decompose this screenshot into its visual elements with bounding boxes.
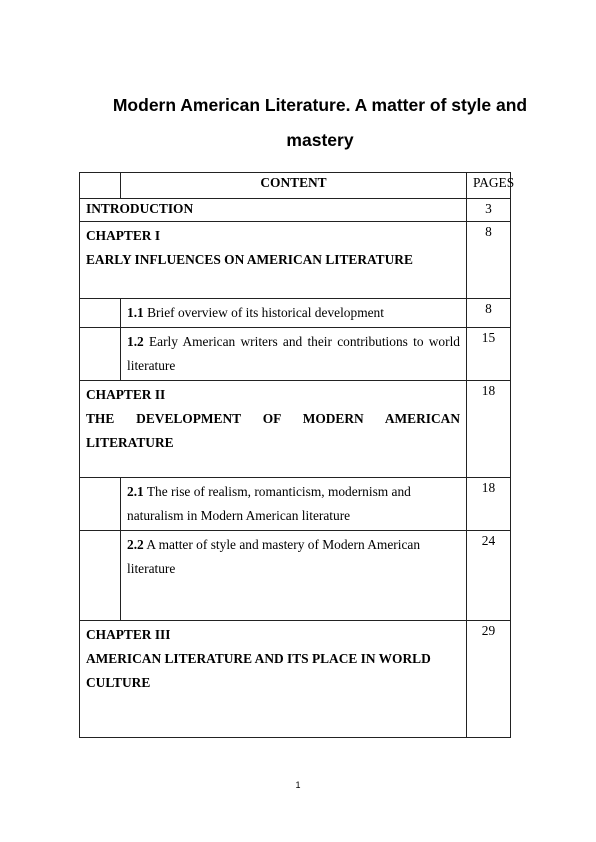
toc-section-2-2-page: 24 — [467, 531, 511, 621]
toc-section-2-1-page: 18 — [467, 478, 511, 531]
toc-header-row — [80, 173, 511, 199]
toc-chapter-3-cell — [80, 621, 467, 738]
toc-row-introduction — [80, 199, 511, 222]
toc-indent-cell — [80, 531, 121, 621]
toc-section-2-2 — [121, 531, 467, 621]
toc-header-pages: PAGES — [467, 173, 511, 199]
toc-section-1-1-text: Brief overview of its historical development — [143, 305, 384, 320]
toc-header-content: CONTENT — [121, 173, 467, 199]
toc-chapter-3-page: 29 — [467, 621, 511, 738]
toc-indent-cell — [80, 328, 121, 381]
toc-row-section-1-2 — [80, 328, 511, 381]
toc-header-blank — [80, 173, 121, 199]
toc-chapter-1-cell — [80, 222, 467, 299]
toc-chapter-3-title: AMERICAN LITERATURE AND ITS PLACE IN WORLD CULTURE — [86, 651, 431, 690]
toc-section-1-1-page: 8 — [467, 299, 511, 328]
toc-section-2-1 — [121, 478, 467, 531]
table-of-contents — [79, 172, 515, 738]
toc-indent-cell — [80, 299, 121, 328]
toc-chapter-1-page: 8 — [467, 222, 511, 299]
toc-row-section-2-2 — [80, 531, 511, 621]
toc-introduction-page: 3 — [467, 199, 511, 222]
toc-section-1-2-text: Early American writers and their contributions to world literature — [127, 334, 460, 373]
toc-section-2-2-text: A matter of style and mastery of Modern American literature — [127, 537, 421, 576]
toc-chapter-1-label: CHAPTER I — [86, 228, 161, 243]
toc-chapter-2-title: THE DEVELOPMENT OF MODERN AMERICAN LITERATURE — [86, 411, 460, 450]
toc-section-2-1-num: 2.1 — [127, 484, 144, 499]
toc-indent-cell — [80, 478, 121, 531]
toc-chapter-3-label: CHAPTER III — [86, 627, 171, 642]
toc-row-chapter-2 — [80, 381, 511, 478]
toc-row-section-1-1 — [80, 299, 511, 328]
toc-section-2-1-text: The rise of realism, romanticism, modernism and naturalism in Modern American literature — [127, 484, 411, 523]
toc-section-1-2 — [121, 328, 467, 381]
page-number: 1 — [295, 780, 301, 790]
toc-section-1-1-num: 1.1 — [127, 305, 144, 320]
toc-section-1-2-num: 1.2 — [127, 334, 144, 349]
page-title: Modern American Literature. A matter of style and mastery — [112, 95, 528, 150]
toc-section-1-1 — [121, 299, 467, 328]
toc-chapter-2-label: CHAPTER II — [86, 387, 166, 402]
toc-row-section-2-1 — [80, 478, 511, 531]
toc-chapter-2-page: 18 — [467, 381, 511, 478]
toc-introduction-label: INTRODUCTION — [80, 199, 467, 222]
toc-section-1-2-page: 15 — [467, 328, 511, 381]
toc-chapter-2-cell — [80, 381, 467, 478]
toc-chapter-1-title: EARLY INFLUENCES ON AMERICAN LITERATURE — [86, 252, 413, 267]
toc-row-chapter-3 — [80, 621, 511, 738]
toc-row-chapter-1 — [80, 222, 511, 299]
toc-section-2-2-num: 2.2 — [127, 537, 144, 552]
